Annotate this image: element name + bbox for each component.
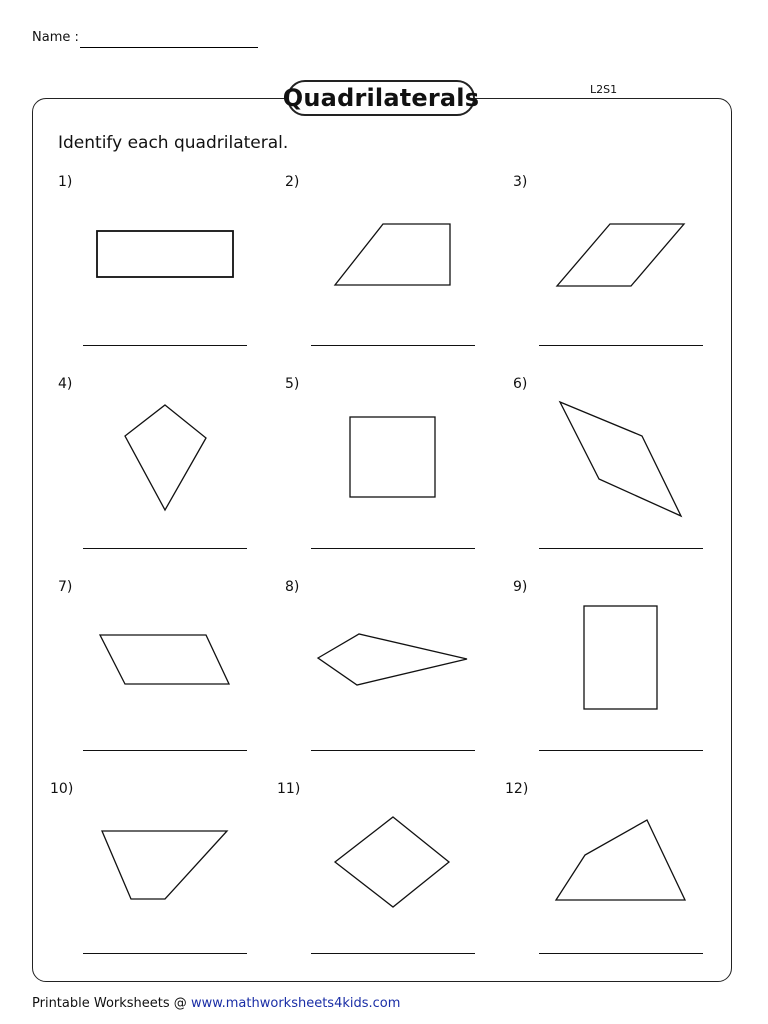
problem-number: 2) xyxy=(285,174,300,190)
worksheet-title: Quadrilaterals xyxy=(287,80,475,116)
problem-number: 8) xyxy=(285,579,300,595)
shape-quadrilateral-12 xyxy=(556,820,685,900)
answer-line[interactable] xyxy=(311,548,475,549)
shape-kite-8 xyxy=(318,634,467,685)
answer-line[interactable] xyxy=(83,953,247,954)
name-label: Name : xyxy=(32,30,79,45)
shape-rhombus-11 xyxy=(335,817,449,907)
shape-parallelogram-7 xyxy=(100,635,229,684)
problem-number: 1) xyxy=(58,174,73,190)
shape-square-5 xyxy=(350,417,435,497)
shape-rectangle-1 xyxy=(97,231,233,277)
answer-line[interactable] xyxy=(311,345,475,346)
problem-number: 5) xyxy=(285,376,300,392)
instruction-text: Identify each quadrilateral. xyxy=(58,133,289,153)
shape-trapezoid-2 xyxy=(335,224,450,285)
answer-line[interactable] xyxy=(539,548,703,549)
problem-number: 10) xyxy=(50,781,74,797)
answer-line[interactable] xyxy=(83,548,247,549)
footer-link[interactable]: www.mathworksheets4kids.com xyxy=(190,996,401,1011)
shape-rhombus-6 xyxy=(560,402,681,516)
shape-parallelogram-3 xyxy=(557,224,684,286)
answer-line[interactable] xyxy=(83,750,247,751)
worksheet-code: L2S1 xyxy=(590,83,618,96)
problem-number: 7) xyxy=(58,579,73,595)
problem-number: 12) xyxy=(505,781,529,797)
answer-line[interactable] xyxy=(539,345,703,346)
problem-number: 4) xyxy=(58,376,73,392)
answer-line[interactable] xyxy=(311,750,475,751)
answer-line[interactable] xyxy=(539,953,703,954)
shape-rectangle-9 xyxy=(584,606,657,709)
footer xyxy=(32,996,400,1011)
problem-number: 9) xyxy=(513,579,528,595)
problem-number: 6) xyxy=(513,376,528,392)
shape-trapezoid-10 xyxy=(102,831,227,899)
problem-number: 11) xyxy=(277,781,301,797)
footer-prefix: Printable Worksheets @ xyxy=(32,996,191,1011)
answer-line[interactable] xyxy=(311,953,475,954)
answer-line[interactable] xyxy=(539,750,703,751)
shape-kite-4 xyxy=(125,405,206,510)
problem-number: 3) xyxy=(513,174,528,190)
answer-line[interactable] xyxy=(83,345,247,346)
